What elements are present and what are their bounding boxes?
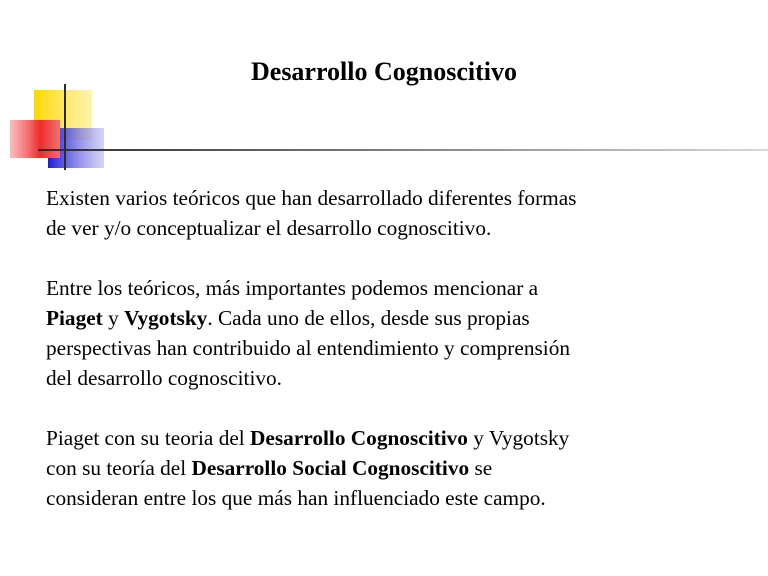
paragraph-2-line-1: Entre los teóricos, más importantes podemos mencionar a: [46, 276, 539, 300]
slide-body: [46, 183, 706, 513]
desarrollo-social-cognoscitivo-bold-text: Desarrollo Social Cognoscitivo: [191, 456, 470, 480]
paragraph-1-line-1: Existen varios teóricos que han desarrollado diferentes formas: [46, 186, 577, 210]
paragraph-3-line-1-text-b: y Vygotsky: [467, 426, 570, 450]
desarrollo-cognoscitivo-bold-text: Desarrollo Cognoscitivo: [250, 426, 468, 450]
decorative-squares-graphic: [0, 0, 768, 200]
piaget-bold-text: Piaget: [46, 306, 103, 330]
paragraph-3-line-1-text-a: Piaget con su teoria del: [46, 426, 251, 450]
slide-title: [0, 54, 768, 90]
paragraph-3-line-2: [46, 453, 706, 483]
paragraph-2-line-2: [46, 303, 706, 333]
vygotsky-bold-text: Vygotsky: [124, 306, 208, 330]
slide-title-text: Desarrollo Cognoscitivo: [251, 57, 517, 86]
vertical-rule-line: [64, 84, 66, 170]
paragraph-2-line-2-text-b: . Cada uno de ellos, desde sus propias: [207, 306, 530, 330]
paragraph-1: [46, 183, 706, 243]
paragraph-2-line-3: perspectivas han contribuido al entendimiento y comprensión: [46, 336, 570, 360]
paragraph-3-line-3: consideran entre los que más han influenciado este campo.: [46, 486, 546, 510]
paragraph-3-line-1: [46, 423, 706, 453]
paragraph-3-line-2-text-a: con su teoría del: [46, 456, 192, 480]
paragraph-3: [46, 423, 706, 513]
red-square-shape: [10, 120, 60, 158]
paragraph-1-line-2: de ver y/o conceptualizar el desarrollo cognoscitivo.: [46, 216, 492, 240]
paragraph-2-line-4: del desarrollo cognoscitivo.: [46, 366, 282, 390]
paragraph-2: [46, 273, 706, 393]
paragraph-3-line-2-text-b: se: [469, 456, 493, 480]
paragraph-2-line-2-text-a: y: [102, 306, 125, 330]
horizontal-rule-line: [38, 149, 768, 151]
